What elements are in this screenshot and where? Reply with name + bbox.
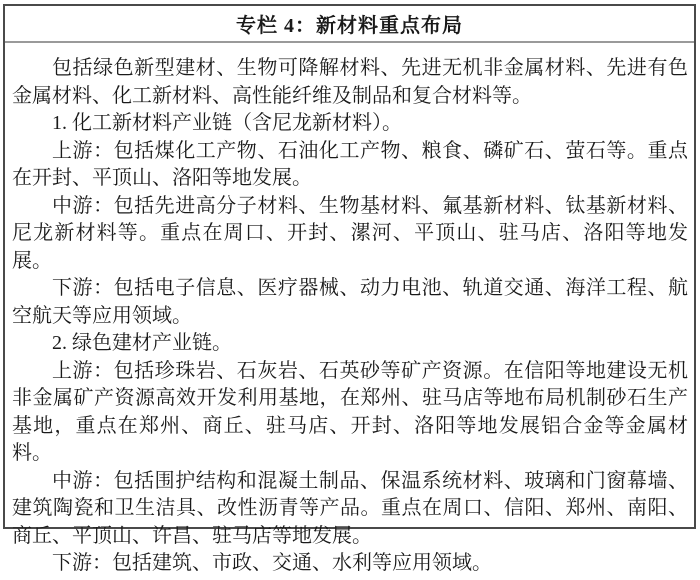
paragraph: 中游：包括先进高分子材料、生物基材料、氟基新材料、钛基新材料、尼龙新材料等。重点在周口、开封、漯河、平顶山、驻马店、洛阳等地发展。 (12, 194, 688, 272)
feature-box (3, 4, 696, 574)
paragraph: 上游：包括珍珠岩、石灰岩、石英砂等矿产资源。在信阳等地建设无机非金属矿产资源高效开发利用基地，在郑州、驻马店等地布局机制砂石生产基地，重点在郑州、商丘、驻马店、开封、洛阳等地发展铝合金等金属材料。 (12, 359, 688, 464)
paragraph: 中游：包括围护结构和混凝土制品、保温系统材料、玻璃和门窗幕墙、建筑陶瓷和卫生洁具、改性沥青等产品。重点在周口、信阳、郑州、南阳、商丘、平顶山、许昌、驻马店等地发展。 (12, 469, 688, 547)
paragraph: 1. 化工新材料产业链（含尼龙新材料）。 (52, 112, 402, 134)
feature-box-header (5, 6, 694, 43)
feature-box-title: 专栏 4：新材料重点布局 (236, 15, 463, 37)
paragraph: 包括绿色新型建材、生物可降解材料、先进无机非金属材料、先进有色金属材料、化工新材料、高性能纤维及制品和复合材料等。 (12, 57, 688, 107)
paragraph: 下游：包括电子信息、医疗器械、动力电池、轨道交通、海洋工程、航空航天等应用领域。 (12, 277, 688, 327)
feature-box-body (5, 43, 694, 580)
paragraph: 上游：包括煤化工产物、石油化工产物、粮食、磷矿石、萤石等。重点在开封、平顶山、洛阳等地发展。 (12, 139, 688, 189)
paragraph: 2. 绿色建材产业链。 (52, 332, 232, 354)
paragraph: 下游：包括建筑、市政、交通、水利等应用领域。 (52, 552, 492, 574)
